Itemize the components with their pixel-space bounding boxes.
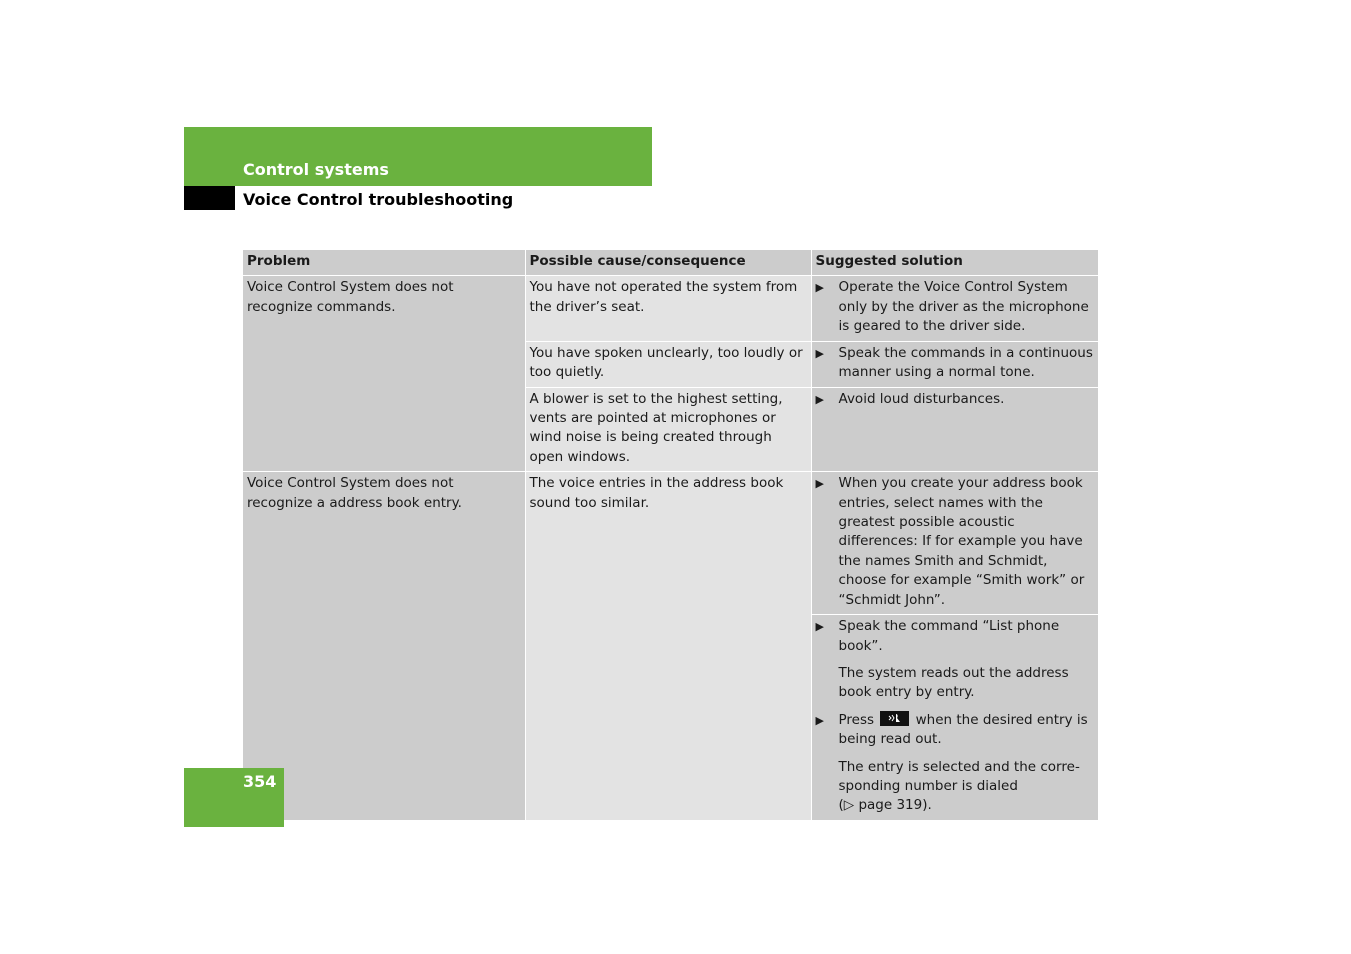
cause-cell: You have spoken unclearly, too loudly or too quietly. <box>525 341 811 387</box>
table-header-row <box>243 250 1098 276</box>
solution-result: The system reads out the address book entry by entry. <box>838 664 1069 701</box>
bullet-arrow-icon: ▶ <box>815 281 824 295</box>
solution-result-line: The entry is selected and the corresponding number is dialed <box>838 758 1080 794</box>
press-suffix: when the desired entry is being read out. <box>838 711 1088 748</box>
solution-step <box>816 344 1095 383</box>
table-row <box>243 472 1098 615</box>
press-label: Press <box>838 711 875 728</box>
solution-text: Operate the Voice Control System only by the driver as the microphone is geared to the driver side. <box>838 279 1089 335</box>
solution-text <box>839 711 1095 750</box>
solution-text: Speak the command “List phone book”. <box>838 618 1060 654</box>
solution-cell <box>811 341 1098 387</box>
column-header-problem: Problem <box>243 250 525 276</box>
bullet-arrow-icon: ▶ <box>815 620 824 634</box>
problem-cell: Voice Control System does not recognize a address book entry. <box>243 472 525 821</box>
bullet-arrow-icon: ▶ <box>815 346 824 360</box>
troubleshooting-table <box>243 250 1098 821</box>
cause-cell: You have not operated the system from the driver’s seat. <box>525 276 811 341</box>
solution-cell <box>811 276 1098 341</box>
subsection-title: Voice Control troubleshooting <box>243 190 514 209</box>
section-marker <box>184 186 235 210</box>
bullet-arrow-icon: ▶ <box>815 477 824 491</box>
table-row <box>243 276 1098 341</box>
solution-cell <box>811 615 1098 821</box>
column-header-cause: Possible cause/consequence <box>525 250 811 276</box>
solution-step <box>816 390 1095 409</box>
solution-step <box>816 617 1095 656</box>
solution-result <box>816 758 1095 816</box>
solution-step <box>816 474 1095 610</box>
bullet-arrow-icon: ▶ <box>815 713 824 727</box>
solution-text: When you create your address book entries, select names with the greatest possible acoustic differences: If for example you have the names Smith and Schmidt, choose for example “Smith work” or “Schmidt John”. <box>838 475 1085 608</box>
solution-text: Avoid loud disturbances. <box>838 390 1005 407</box>
page-number: 354 <box>243 772 277 791</box>
solution-step <box>816 278 1095 336</box>
section-title: Control systems <box>243 160 389 179</box>
voice-talk-button-icon <box>880 711 909 726</box>
cause-cell: A blower is set to the highest setting, vents are pointed at microphones or wind noise is being created through open windows. <box>525 387 811 472</box>
page-reference: (▷ page 319). <box>838 797 932 814</box>
problem-cell: Voice Control System does not recognize commands. <box>243 276 525 472</box>
bullet-arrow-icon: ▶ <box>815 392 824 406</box>
solution-text: Speak the commands in a continuous manner using a normal tone. <box>838 344 1093 381</box>
solution-step <box>816 711 1095 750</box>
solution-cell <box>811 387 1098 472</box>
cause-cell: The voice entries in the address book sound too similar. <box>525 472 811 821</box>
solution-cell <box>811 472 1098 615</box>
column-header-solution: Suggested solution <box>811 250 1098 276</box>
